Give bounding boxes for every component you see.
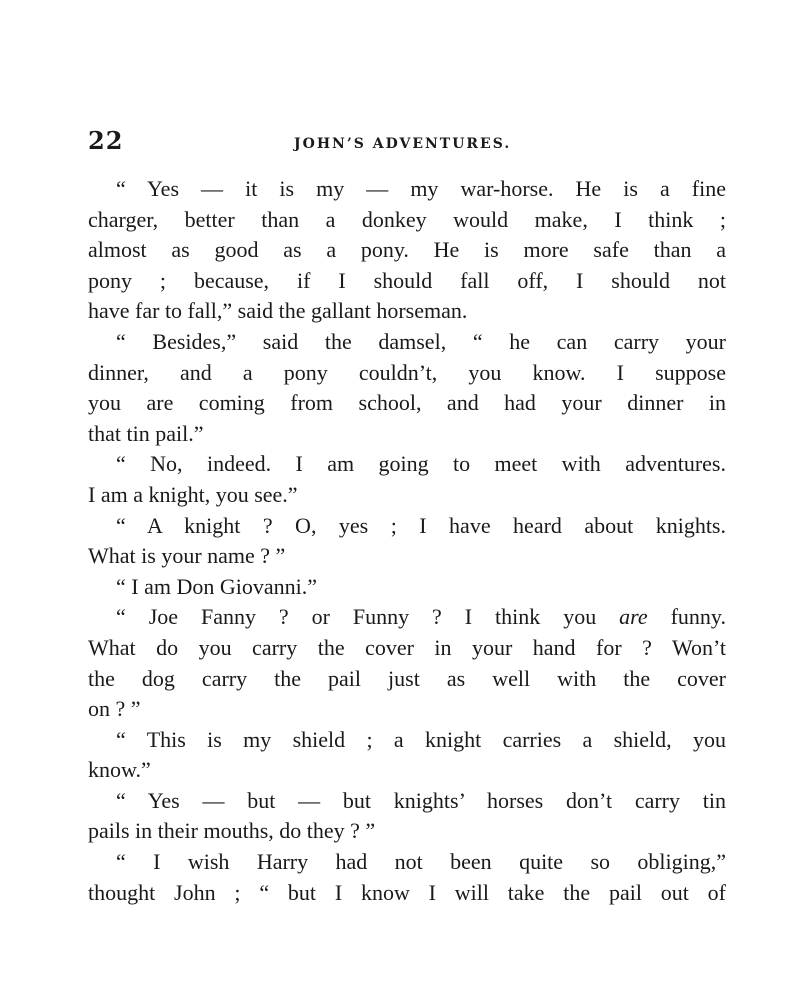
text-line: What is your name ? ” [88,543,286,569]
text-line: have far to fall,” said the gallant horseman. [88,298,468,324]
text-line: pails in their mouths, do they ? ” [88,818,376,844]
text-segment: “ Joe Fanny ? or Funny ? I think you [116,604,620,630]
text-line: “ Yes — it is my — my war-horse. He is a fine [116,176,726,201]
text-line: pony ; because, if I should fall off, I should not [88,267,726,293]
text-line: almost as good as a pony. He is more safe than a [88,237,726,263]
emphasized-word: are [619,604,648,630]
text-line: know.” [88,757,151,783]
page-header [88,126,728,156]
text-line: the dog carry the pail just as well with the cover [88,665,726,691]
text-line: you are coming from school, and had your dinner in [88,390,726,416]
body-text [88,174,726,908]
text-line: “ I wish Harry had not been quite so obliging,” [116,849,726,875]
text-line: “ Yes — but — but knights’ horses don’t carry tin [116,787,726,813]
text-line: “ I am Don Giovanni.” [116,573,317,599]
text-segment: funny. [647,604,726,630]
text-line: “ This is my shield ; a knight carries a shield, you [116,726,726,752]
running-head: JOHN’S ADVENTURES. [294,136,512,152]
text-line: I am a knight, you see.” [88,481,298,507]
text-line: dinner, and a pony couldn’t, you know. I suppose [88,359,726,385]
text-line: “ A knight ? O, yes ; I have heard about knights. [116,512,726,538]
text-line: that tin pail.” [88,420,204,446]
text-line: “ Besides,” said the damsel, “ he can carry your [116,328,726,354]
text-line: What do you carry the cover in your hand for ? Won’t [88,634,726,660]
text-line [88,602,726,633]
text-line: “ No, indeed. I am going to meet with adventures. [116,451,726,477]
text-line: on ? ” [88,696,141,722]
page-number: 22 [88,126,124,155]
text-line: thought John ; “ but I know I will take the pail out of [88,879,726,905]
text-line: charger, better than a donkey would make, I think ; [88,206,726,232]
